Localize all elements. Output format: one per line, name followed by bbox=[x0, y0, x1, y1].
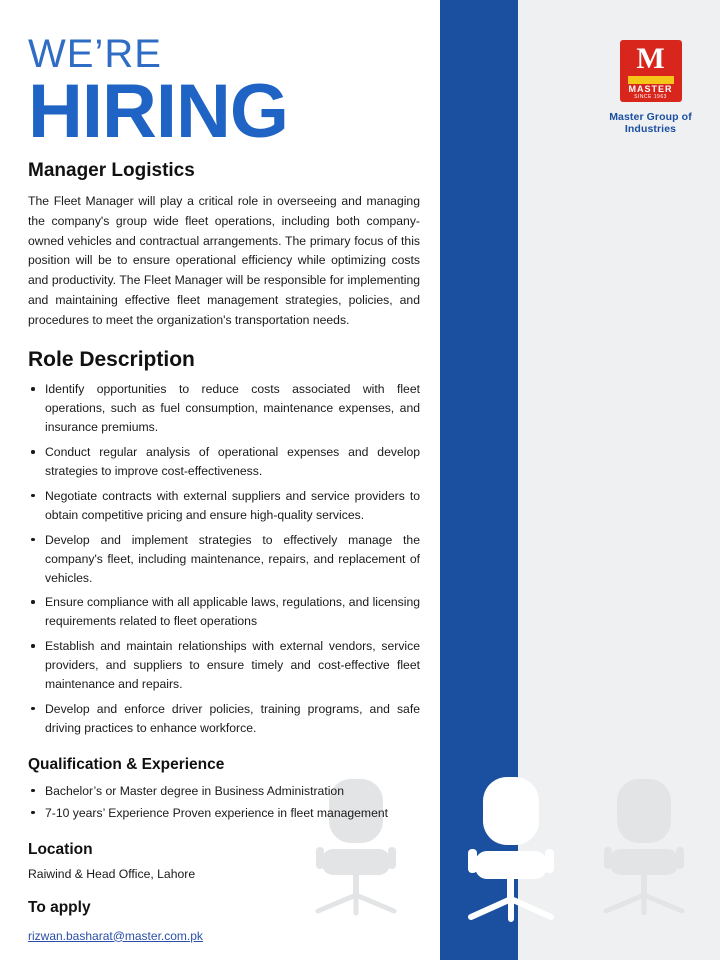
logo-caption: Master Group of Industries bbox=[609, 111, 692, 135]
location-value: Raiwind & Head Office, Lahore bbox=[28, 866, 196, 881]
poster-header bbox=[28, 32, 428, 154]
role-description-list bbox=[28, 380, 420, 737]
location-heading: Location bbox=[28, 840, 93, 858]
list-item: Ensure compliance with all applicable laws, regulations, and licensing requirements related to fleet operations bbox=[28, 593, 420, 631]
logo-since-text: SINCE 1963 bbox=[634, 94, 667, 100]
list-item: Develop and implement strategies to effectively manage the company's fleet, including maintenance, repairs, and replacement of vehicles. bbox=[28, 531, 420, 588]
list-item: Bachelor’s or Master degree in Business Administration bbox=[28, 782, 420, 801]
list-item: Conduct regular analysis of operational expenses and develop strategies to improve cost-effectiveness. bbox=[28, 443, 420, 481]
header-line-1: WE’RE bbox=[28, 32, 162, 76]
office-chair-icon bbox=[588, 777, 700, 922]
master-logo-mark bbox=[620, 40, 682, 102]
job-title: Manager Logistics bbox=[28, 160, 195, 181]
logo-brand-text: MASTER bbox=[628, 84, 673, 94]
company-logo bbox=[588, 40, 713, 135]
logo-yellow-bar bbox=[628, 76, 674, 84]
role-description-heading: Role Description bbox=[28, 348, 195, 372]
logo-letter-m: M bbox=[636, 42, 665, 75]
list-item: Establish and maintain relationships with external vendors, service providers, and suppliers to ensure timely and cost-effective fleet maintenance and repairs. bbox=[28, 637, 420, 694]
apply-email-link[interactable]: rizwan.basharat@master.com.pk bbox=[28, 928, 203, 943]
list-item: Negotiate contracts with external suppliers and service providers to obtain competitive pricing and ensure high-quality services. bbox=[28, 487, 420, 525]
apply-heading: To apply bbox=[28, 898, 91, 916]
qualification-heading: Qualification & Experience bbox=[28, 755, 225, 773]
header-line-2: HIRING bbox=[28, 69, 288, 154]
qualification-list bbox=[28, 782, 420, 823]
poster-content bbox=[28, 160, 420, 959]
job-summary: The Fleet Manager will play a critical role in overseeing and managing the company's group wide fleet operations, including both company-owned vehicles and contractual arrangements. The primary focus of this position will be to ensure operational efficiency while optimizing costs and productivity. The Fleet Manager will be responsible for implementing and maintaining effective fleet management strategies, policies, and procedures to meet the organization's transportation needs. bbox=[28, 194, 420, 327]
list-item: Identify opportunities to reduce costs associated with fleet operations, such as fuel consumption, maintenance expenses, and insurance premiums. bbox=[28, 380, 420, 437]
highlighted-office-chair-icon bbox=[452, 775, 570, 930]
list-item: Develop and enforce driver policies, training programs, and safe driving practices to enhance workforce. bbox=[28, 700, 420, 738]
list-item: 7-10 years’ Experience Proven experience in fleet management bbox=[28, 804, 420, 823]
